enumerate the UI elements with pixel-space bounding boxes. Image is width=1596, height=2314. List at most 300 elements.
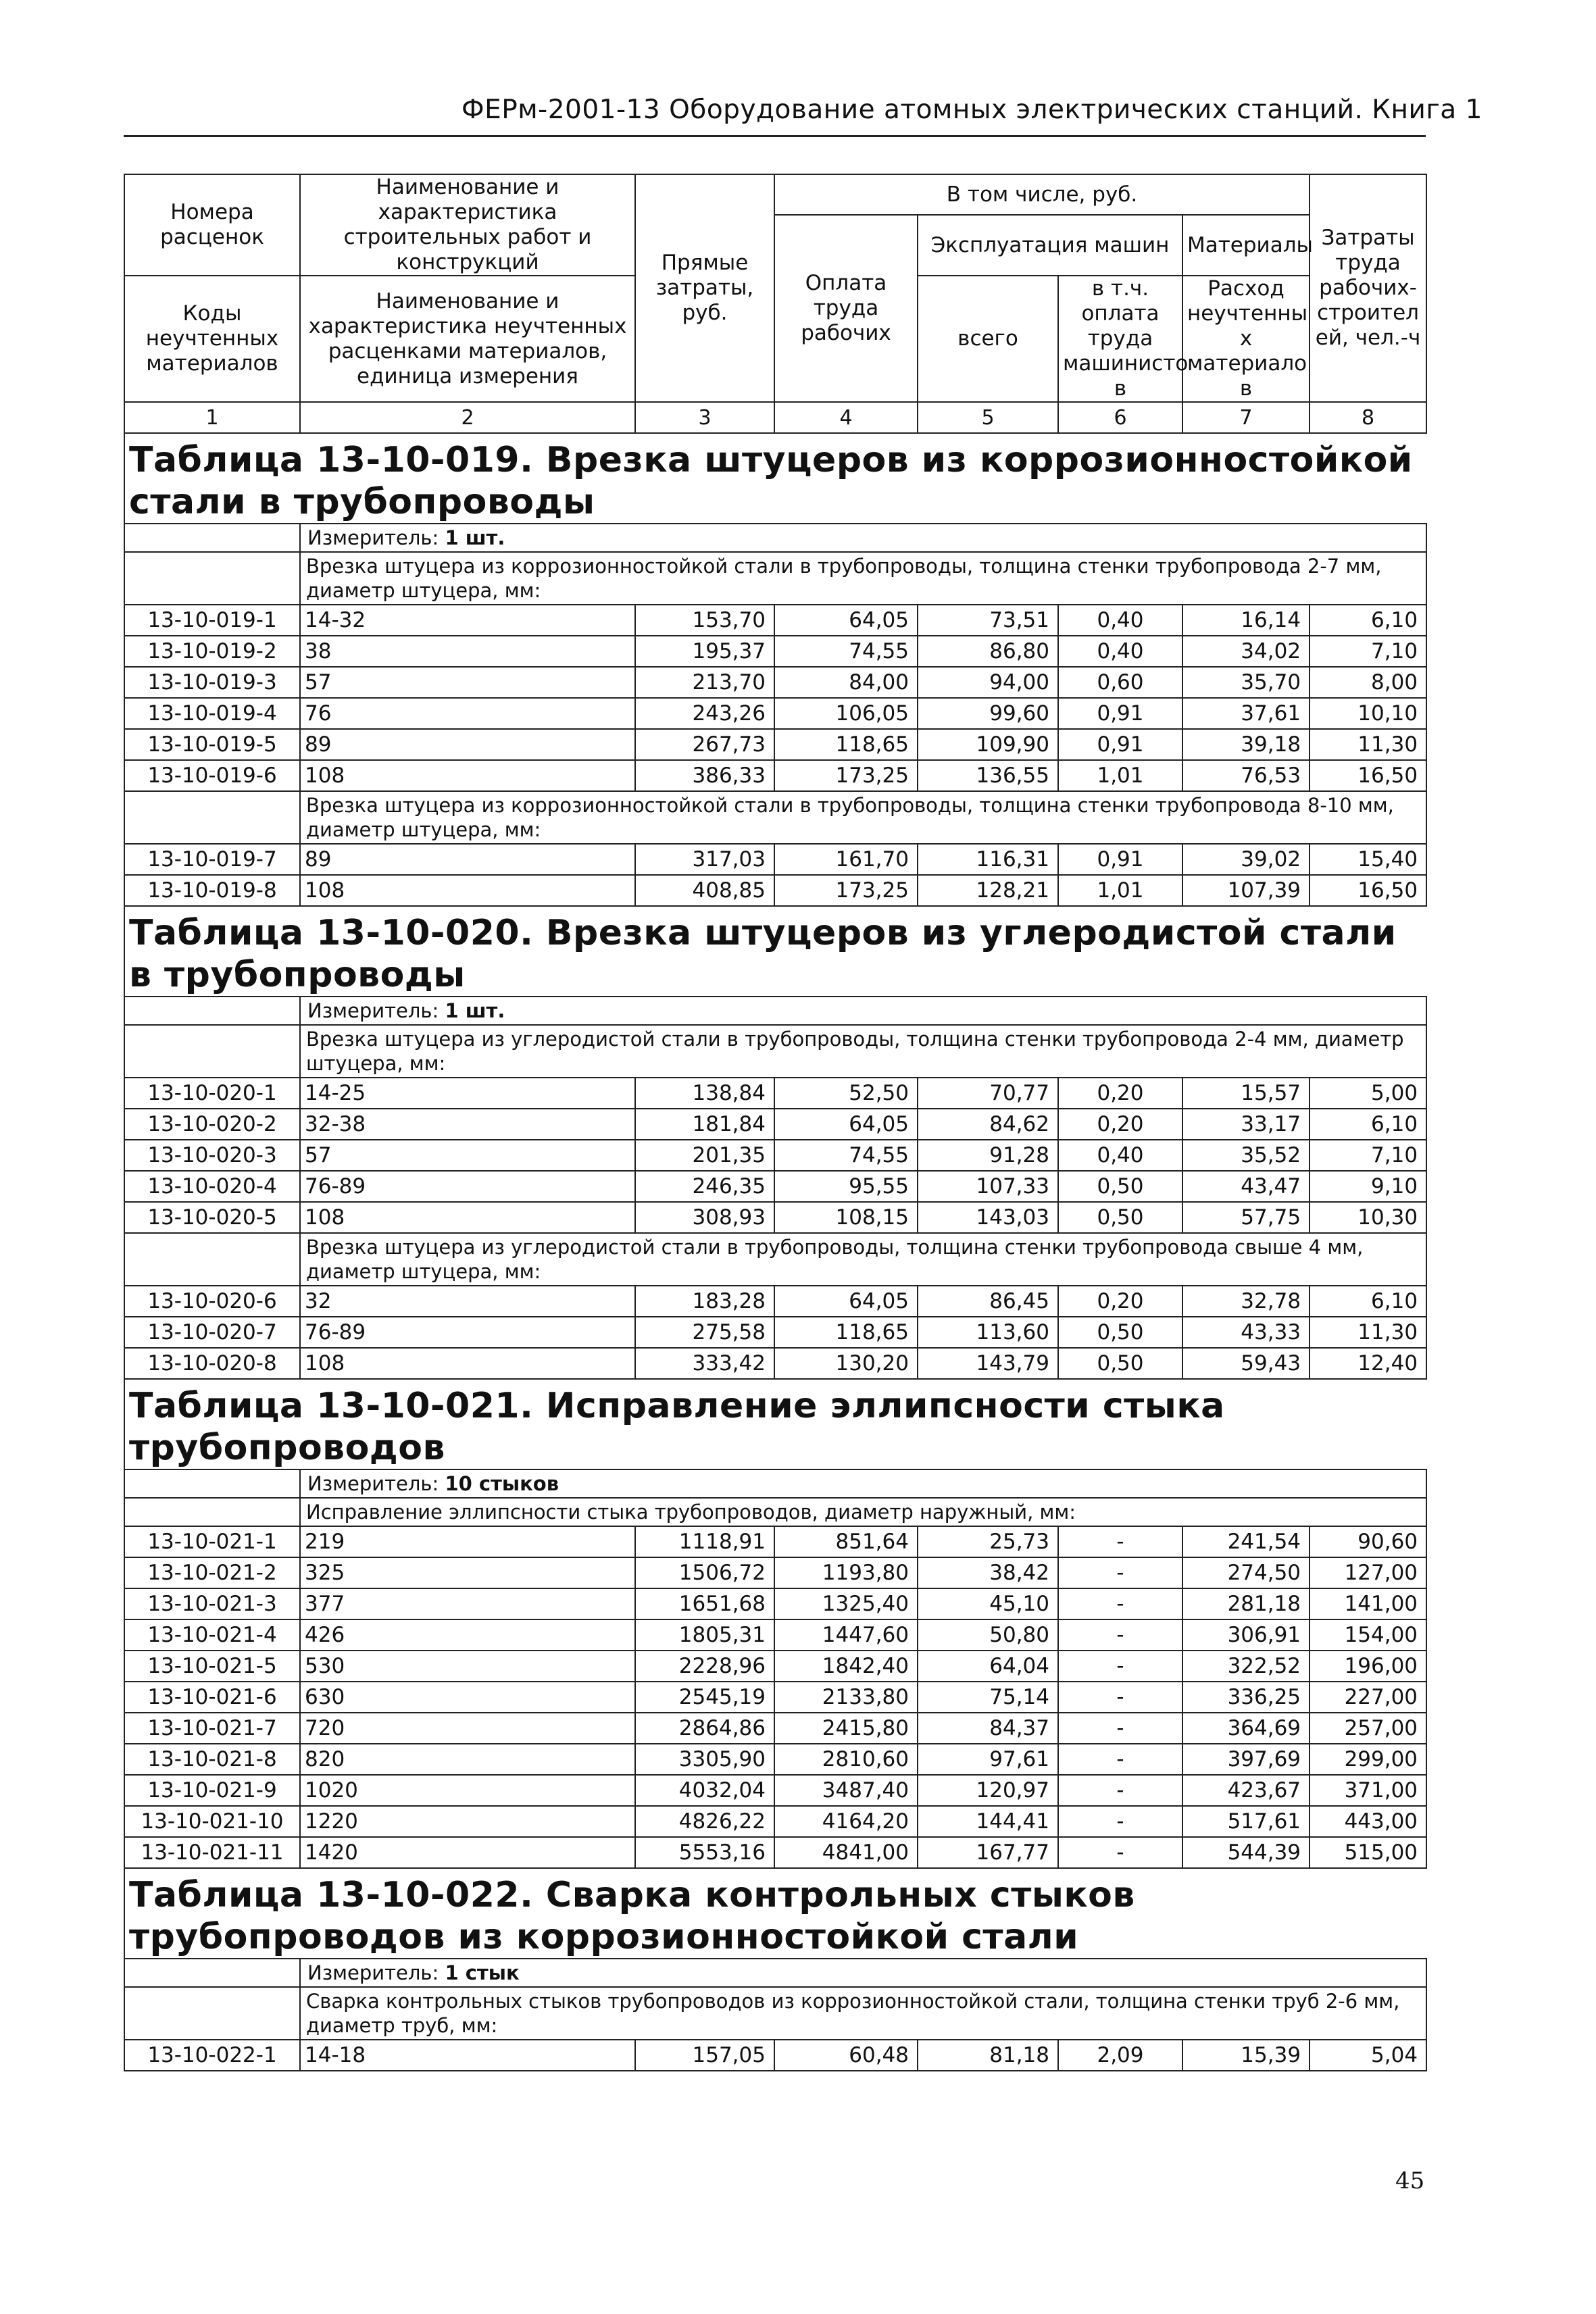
table-title-row bbox=[124, 433, 1426, 524]
labor-costs: 7,10 bbox=[1310, 636, 1426, 667]
table-row bbox=[124, 1171, 1426, 1202]
measure-unit bbox=[300, 524, 1426, 552]
group-description-row bbox=[124, 1987, 1426, 2040]
measure-spacer bbox=[124, 1469, 300, 1498]
materials-cost: 16,14 bbox=[1182, 605, 1310, 636]
machinist-pay: - bbox=[1058, 1682, 1182, 1713]
rate-code: 13-10-021-5 bbox=[124, 1651, 300, 1682]
machines-total: 86,45 bbox=[918, 1286, 1058, 1317]
direct-costs: 308,93 bbox=[635, 1202, 774, 1233]
table-row bbox=[124, 636, 1426, 667]
direct-costs: 246,35 bbox=[635, 1171, 774, 1202]
measure-label: Измеритель: bbox=[307, 1961, 439, 1984]
direct-costs: 4032,04 bbox=[635, 1775, 774, 1806]
worker-pay: 4164,20 bbox=[774, 1806, 918, 1837]
labor-costs: 127,00 bbox=[1310, 1557, 1426, 1588]
machines-total: 144,41 bbox=[918, 1806, 1058, 1837]
rate-code: 13-10-019-7 bbox=[124, 844, 300, 875]
materials-cost: 33,17 bbox=[1182, 1109, 1310, 1140]
labor-costs: 6,10 bbox=[1310, 1286, 1426, 1317]
table-row bbox=[124, 875, 1426, 906]
worker-pay: 52,50 bbox=[774, 1078, 918, 1109]
direct-costs: 243,26 bbox=[635, 698, 774, 729]
labor-costs: 16,50 bbox=[1310, 875, 1426, 906]
rate-description: 1220 bbox=[300, 1806, 635, 1837]
column-number: 2 bbox=[300, 402, 635, 433]
measure-row bbox=[124, 1469, 1426, 1498]
machinist-pay: 0,50 bbox=[1058, 1317, 1182, 1348]
header-direct-costs: Прямые затраты, руб. bbox=[635, 174, 774, 402]
table-row bbox=[124, 667, 1426, 698]
worker-pay: 118,65 bbox=[774, 1317, 918, 1348]
rate-code: 13-10-020-8 bbox=[124, 1348, 300, 1379]
materials-cost: 15,39 bbox=[1182, 2040, 1310, 2071]
machinist-pay: 0,20 bbox=[1058, 1286, 1182, 1317]
header-material-codes: Коды неучтенных материалов bbox=[124, 276, 300, 402]
group-spacer bbox=[124, 552, 300, 605]
rate-code: 13-10-022-1 bbox=[124, 2040, 300, 2071]
labor-costs: 5,00 bbox=[1310, 1078, 1426, 1109]
machines-total: 99,60 bbox=[918, 698, 1058, 729]
labor-costs: 515,00 bbox=[1310, 1837, 1426, 1868]
table-row bbox=[124, 605, 1426, 636]
machinist-pay: 2,09 bbox=[1058, 2040, 1182, 2071]
direct-costs: 317,03 bbox=[635, 844, 774, 875]
rate-code: 13-10-021-10 bbox=[124, 1806, 300, 1837]
header-materials: Материалы bbox=[1182, 215, 1310, 276]
machines-total: 120,97 bbox=[918, 1775, 1058, 1806]
rate-code: 13-10-020-3 bbox=[124, 1140, 300, 1171]
direct-costs: 408,85 bbox=[635, 875, 774, 906]
measure-unit bbox=[300, 1469, 1426, 1498]
header-rate-numbers: Номера расценок bbox=[124, 174, 300, 276]
machinist-pay: 0,50 bbox=[1058, 1202, 1182, 1233]
header-worker-pay: Оплата труда рабочих bbox=[774, 215, 918, 402]
table-row bbox=[124, 1286, 1426, 1317]
rate-description: 14-18 bbox=[300, 2040, 635, 2071]
rate-code: 13-10-020-5 bbox=[124, 1202, 300, 1233]
table-title-row bbox=[124, 906, 1426, 997]
measure-row bbox=[124, 1959, 1426, 1987]
rate-description: 108 bbox=[300, 1348, 635, 1379]
rate-description: 530 bbox=[300, 1651, 635, 1682]
column-number: 8 bbox=[1310, 402, 1426, 433]
group-description: Врезка штуцера из коррозионностойкой стали в трубопроводы, толщина стенки трубопровода 2-7 мм, диаметр штуцера, мм: bbox=[300, 552, 1426, 605]
rate-description: 76 bbox=[300, 698, 635, 729]
materials-cost: 37,61 bbox=[1182, 698, 1310, 729]
rate-code: 13-10-019-2 bbox=[124, 636, 300, 667]
machines-total: 128,21 bbox=[918, 875, 1058, 906]
group-spacer bbox=[124, 791, 300, 844]
machines-total: 86,80 bbox=[918, 636, 1058, 667]
table-row bbox=[124, 2040, 1426, 2071]
machines-total: 64,04 bbox=[918, 1651, 1058, 1682]
machinist-pay: 0,50 bbox=[1058, 1348, 1182, 1379]
rate-code: 13-10-021-6 bbox=[124, 1682, 300, 1713]
materials-cost: 517,61 bbox=[1182, 1806, 1310, 1837]
direct-costs: 138,84 bbox=[635, 1078, 774, 1109]
machinist-pay: - bbox=[1058, 1588, 1182, 1619]
table-row bbox=[124, 1317, 1426, 1348]
labor-costs: 11,30 bbox=[1310, 1317, 1426, 1348]
machines-total: 38,42 bbox=[918, 1557, 1058, 1588]
rate-description: 57 bbox=[300, 667, 635, 698]
worker-pay: 173,25 bbox=[774, 875, 918, 906]
machinist-pay: - bbox=[1058, 1806, 1182, 1837]
measure-row bbox=[124, 524, 1426, 552]
header-machines-total: всего bbox=[918, 276, 1058, 402]
worker-pay: 108,15 bbox=[774, 1202, 918, 1233]
table-row bbox=[124, 698, 1426, 729]
direct-costs: 3305,90 bbox=[635, 1744, 774, 1775]
column-number: 5 bbox=[918, 402, 1058, 433]
table-row bbox=[124, 729, 1426, 760]
measure-spacer bbox=[124, 524, 300, 552]
machinist-pay: - bbox=[1058, 1837, 1182, 1868]
labor-costs: 15,40 bbox=[1310, 844, 1426, 875]
measure-value: 1 шт. bbox=[445, 999, 505, 1022]
measure-value: 1 шт. bbox=[445, 526, 505, 549]
rate-code: 13-10-021-2 bbox=[124, 1557, 300, 1588]
direct-costs: 1118,91 bbox=[635, 1526, 774, 1557]
rate-description: 38 bbox=[300, 636, 635, 667]
worker-pay: 1193,80 bbox=[774, 1557, 918, 1588]
group-description-row bbox=[124, 791, 1426, 844]
rate-description: 89 bbox=[300, 844, 635, 875]
machinist-pay: - bbox=[1058, 1619, 1182, 1651]
group-spacer bbox=[124, 1233, 300, 1286]
measure-unit bbox=[300, 997, 1426, 1025]
machinist-pay: 0,91 bbox=[1058, 844, 1182, 875]
direct-costs: 2864,86 bbox=[635, 1713, 774, 1744]
column-number: 1 bbox=[124, 402, 300, 433]
labor-costs: 5,04 bbox=[1310, 2040, 1426, 2071]
group-description: Врезка штуцера из углеродистой стали в трубопроводы, толщина стенки трубопровода 2-4 мм, диаметр штуцера, мм: bbox=[300, 1025, 1426, 1078]
rate-code: 13-10-019-1 bbox=[124, 605, 300, 636]
materials-cost: 43,47 bbox=[1182, 1171, 1310, 1202]
materials-cost: 59,43 bbox=[1182, 1348, 1310, 1379]
worker-pay: 161,70 bbox=[774, 844, 918, 875]
rate-description: 325 bbox=[300, 1557, 635, 1588]
worker-pay: 3487,40 bbox=[774, 1775, 918, 1806]
labor-costs: 371,00 bbox=[1310, 1775, 1426, 1806]
labor-costs: 9,10 bbox=[1310, 1171, 1426, 1202]
machinist-pay: 0,20 bbox=[1058, 1078, 1182, 1109]
materials-cost: 39,18 bbox=[1182, 729, 1310, 760]
rate-description: 720 bbox=[300, 1713, 635, 1744]
labor-costs: 196,00 bbox=[1310, 1651, 1426, 1682]
machinist-pay: 0,40 bbox=[1058, 1140, 1182, 1171]
direct-costs: 2545,19 bbox=[635, 1682, 774, 1713]
machines-total: 167,77 bbox=[918, 1837, 1058, 1868]
rate-description: 14-25 bbox=[300, 1078, 635, 1109]
labor-costs: 6,10 bbox=[1310, 1109, 1426, 1140]
rate-code: 13-10-019-4 bbox=[124, 698, 300, 729]
table-row bbox=[124, 844, 1426, 875]
machinist-pay: - bbox=[1058, 1744, 1182, 1775]
worker-pay: 1447,60 bbox=[774, 1619, 918, 1651]
machinist-pay: 0,50 bbox=[1058, 1171, 1182, 1202]
machinist-pay: - bbox=[1058, 1651, 1182, 1682]
column-numbers-row bbox=[124, 402, 1426, 433]
table-row bbox=[124, 1348, 1426, 1379]
column-number: 7 bbox=[1182, 402, 1310, 433]
labor-costs: 10,30 bbox=[1310, 1202, 1426, 1233]
table-row bbox=[124, 1651, 1426, 1682]
rate-code: 13-10-021-11 bbox=[124, 1837, 300, 1868]
direct-costs: 1506,72 bbox=[635, 1557, 774, 1588]
worker-pay: 851,64 bbox=[774, 1526, 918, 1557]
labor-costs: 154,00 bbox=[1310, 1619, 1426, 1651]
table-title-row bbox=[124, 1379, 1426, 1469]
machinist-pay: 0,91 bbox=[1058, 729, 1182, 760]
header-material-usage: Расход неучтенны х материало в bbox=[1182, 276, 1310, 402]
header-material-name: Наименование и характеристика неучтенных расценками материалов, единица измерения bbox=[300, 276, 635, 402]
machinist-pay: 0,40 bbox=[1058, 636, 1182, 667]
machinist-pay: 0,60 bbox=[1058, 667, 1182, 698]
worker-pay: 95,55 bbox=[774, 1171, 918, 1202]
rate-description: 377 bbox=[300, 1588, 635, 1619]
rate-description: 76-89 bbox=[300, 1171, 635, 1202]
labor-costs: 10,10 bbox=[1310, 698, 1426, 729]
table-row bbox=[124, 1526, 1426, 1557]
direct-costs: 157,05 bbox=[635, 2040, 774, 2071]
labor-costs: 7,10 bbox=[1310, 1140, 1426, 1171]
table-row bbox=[124, 1557, 1426, 1588]
header-work-name: Наименование и характеристика строительных работ и конструкций bbox=[300, 174, 635, 276]
group-spacer bbox=[124, 1498, 300, 1526]
rate-code: 13-10-021-4 bbox=[124, 1619, 300, 1651]
materials-cost: 306,91 bbox=[1182, 1619, 1310, 1651]
rate-code: 13-10-020-4 bbox=[124, 1171, 300, 1202]
direct-costs: 4826,22 bbox=[635, 1806, 774, 1837]
machines-total: 107,33 bbox=[918, 1171, 1058, 1202]
direct-costs: 267,73 bbox=[635, 729, 774, 760]
rate-description: 1420 bbox=[300, 1837, 635, 1868]
labor-costs: 227,00 bbox=[1310, 1682, 1426, 1713]
table-title: Таблица 13-10-022. Сварка контрольных стыков трубопроводов из коррозионностойкой стали bbox=[124, 1868, 1426, 1959]
direct-costs: 386,33 bbox=[635, 760, 774, 791]
rate-code: 13-10-020-2 bbox=[124, 1109, 300, 1140]
group-description: Исправление эллипсности стыка трубопроводов, диаметр наружный, мм: bbox=[300, 1498, 1426, 1526]
worker-pay: 60,48 bbox=[774, 2040, 918, 2071]
table-row bbox=[124, 760, 1426, 791]
table-row bbox=[124, 1775, 1426, 1806]
materials-cost: 423,67 bbox=[1182, 1775, 1310, 1806]
table-row bbox=[124, 1109, 1426, 1140]
materials-cost: 397,69 bbox=[1182, 1744, 1310, 1775]
materials-cost: 336,25 bbox=[1182, 1682, 1310, 1713]
machinist-pay: - bbox=[1058, 1713, 1182, 1744]
header-including: В том числе, руб. bbox=[774, 174, 1310, 215]
header-machinist-pay: в т.ч. оплата труда машинисто в bbox=[1058, 276, 1182, 402]
machines-total: 91,28 bbox=[918, 1140, 1058, 1171]
worker-pay: 2133,80 bbox=[774, 1682, 918, 1713]
direct-costs: 181,84 bbox=[635, 1109, 774, 1140]
materials-cost: 35,70 bbox=[1182, 667, 1310, 698]
machinist-pay: 1,01 bbox=[1058, 760, 1182, 791]
group-description-row bbox=[124, 1498, 1426, 1526]
measure-label: Измеритель: bbox=[307, 1472, 439, 1495]
direct-costs: 183,28 bbox=[635, 1286, 774, 1317]
rate-description: 820 bbox=[300, 1744, 635, 1775]
page-number: 45 bbox=[1395, 2167, 1425, 2194]
worker-pay: 173,25 bbox=[774, 760, 918, 791]
direct-costs: 275,58 bbox=[635, 1317, 774, 1348]
rate-code: 13-10-021-7 bbox=[124, 1713, 300, 1744]
machinist-pay: - bbox=[1058, 1557, 1182, 1588]
rate-code: 13-10-021-8 bbox=[124, 1744, 300, 1775]
machines-total: 70,77 bbox=[918, 1078, 1058, 1109]
materials-cost: 544,39 bbox=[1182, 1837, 1310, 1868]
labor-costs: 8,00 bbox=[1310, 667, 1426, 698]
materials-cost: 39,02 bbox=[1182, 844, 1310, 875]
column-number: 4 bbox=[774, 402, 918, 433]
materials-cost: 281,18 bbox=[1182, 1588, 1310, 1619]
worker-pay: 84,00 bbox=[774, 667, 918, 698]
worker-pay: 106,05 bbox=[774, 698, 918, 729]
group-description-row bbox=[124, 552, 1426, 605]
worker-pay: 2415,80 bbox=[774, 1713, 918, 1744]
rate-description: 219 bbox=[300, 1526, 635, 1557]
table-title: Таблица 13-10-020. Врезка штуцеров из углеродистой стали в трубопроводы bbox=[124, 906, 1426, 997]
machines-total: 75,14 bbox=[918, 1682, 1058, 1713]
machines-total: 94,00 bbox=[918, 667, 1058, 698]
rate-code: 13-10-019-3 bbox=[124, 667, 300, 698]
direct-costs: 5553,16 bbox=[635, 1837, 774, 1868]
machines-total: 81,18 bbox=[918, 2040, 1058, 2071]
machinist-pay: 0,91 bbox=[1058, 698, 1182, 729]
rate-code: 13-10-021-1 bbox=[124, 1526, 300, 1557]
rate-description: 32-38 bbox=[300, 1109, 635, 1140]
direct-costs: 1805,31 bbox=[635, 1619, 774, 1651]
materials-cost: 43,33 bbox=[1182, 1317, 1310, 1348]
table-row bbox=[124, 1078, 1426, 1109]
machines-total: 116,31 bbox=[918, 844, 1058, 875]
worker-pay: 1842,40 bbox=[774, 1651, 918, 1682]
header-labor-costs: Затраты труда рабочих-строител ей, чел.-ч bbox=[1310, 174, 1426, 402]
materials-cost: 32,78 bbox=[1182, 1286, 1310, 1317]
table-row bbox=[124, 1588, 1426, 1619]
table-row bbox=[124, 1140, 1426, 1171]
materials-cost: 34,02 bbox=[1182, 636, 1310, 667]
header-machines: Эксплуатация машин bbox=[918, 215, 1182, 276]
materials-cost: 35,52 bbox=[1182, 1140, 1310, 1171]
group-description: Врезка штуцера из углеродистой стали в трубопроводы, толщина стенки трубопровода свыше 4 мм, диаметр штуцера, мм: bbox=[300, 1233, 1426, 1286]
group-description: Врезка штуцера из коррозионностойкой стали в трубопроводы, толщина стенки трубопровода 8-10 мм, диаметр штуцера, мм: bbox=[300, 791, 1426, 844]
header-rule bbox=[124, 135, 1426, 137]
machines-total: 25,73 bbox=[918, 1526, 1058, 1557]
machines-total: 143,79 bbox=[918, 1348, 1058, 1379]
table-row bbox=[124, 1806, 1426, 1837]
direct-costs: 2228,96 bbox=[635, 1651, 774, 1682]
materials-cost: 274,50 bbox=[1182, 1557, 1310, 1588]
machines-total: 97,61 bbox=[918, 1744, 1058, 1775]
measure-spacer bbox=[124, 997, 300, 1025]
machines-total: 84,37 bbox=[918, 1713, 1058, 1744]
rate-description: 630 bbox=[300, 1682, 635, 1713]
rate-description: 426 bbox=[300, 1619, 635, 1651]
worker-pay: 64,05 bbox=[774, 1286, 918, 1317]
labor-costs: 12,40 bbox=[1310, 1348, 1426, 1379]
labor-costs: 16,50 bbox=[1310, 760, 1426, 791]
machines-total: 143,03 bbox=[918, 1202, 1058, 1233]
labor-costs: 141,00 bbox=[1310, 1588, 1426, 1619]
group-description: Сварка контрольных стыков трубопроводов из коррозионностойкой стали, толщина стенки труб 2-6 мм, диаметр труб, мм: bbox=[300, 1987, 1426, 2040]
machines-total: 50,80 bbox=[918, 1619, 1058, 1651]
measure-row bbox=[124, 997, 1426, 1025]
table-title-row bbox=[124, 1868, 1426, 1959]
rate-description: 89 bbox=[300, 729, 635, 760]
materials-cost: 241,54 bbox=[1182, 1526, 1310, 1557]
labor-costs: 11,30 bbox=[1310, 729, 1426, 760]
worker-pay: 64,05 bbox=[774, 1109, 918, 1140]
column-number: 6 bbox=[1058, 402, 1182, 433]
worker-pay: 64,05 bbox=[774, 605, 918, 636]
rate-code: 13-10-020-1 bbox=[124, 1078, 300, 1109]
direct-costs: 333,42 bbox=[635, 1348, 774, 1379]
table-row bbox=[124, 1619, 1426, 1651]
worker-pay: 1325,40 bbox=[774, 1588, 918, 1619]
machinist-pay: - bbox=[1058, 1526, 1182, 1557]
table-title: Таблица 13-10-021. Исправление эллипсности стыка трубопроводов bbox=[124, 1379, 1426, 1469]
machines-total: 45,10 bbox=[918, 1588, 1058, 1619]
table-row bbox=[124, 1744, 1426, 1775]
materials-cost: 76,53 bbox=[1182, 760, 1310, 791]
machines-total: 113,60 bbox=[918, 1317, 1058, 1348]
machinist-pay: - bbox=[1058, 1775, 1182, 1806]
rate-description: 108 bbox=[300, 875, 635, 906]
group-description-row bbox=[124, 1233, 1426, 1286]
table-row bbox=[124, 1713, 1426, 1744]
rate-description: 108 bbox=[300, 760, 635, 791]
rate-description: 108 bbox=[300, 1202, 635, 1233]
materials-cost: 364,69 bbox=[1182, 1713, 1310, 1744]
machinist-pay: 0,20 bbox=[1058, 1109, 1182, 1140]
worker-pay: 74,55 bbox=[774, 636, 918, 667]
machinist-pay: 1,01 bbox=[1058, 875, 1182, 906]
labor-costs: 443,00 bbox=[1310, 1806, 1426, 1837]
direct-costs: 195,37 bbox=[635, 636, 774, 667]
direct-costs: 201,35 bbox=[635, 1140, 774, 1171]
worker-pay: 118,65 bbox=[774, 729, 918, 760]
rates-table bbox=[124, 174, 1427, 2071]
group-spacer bbox=[124, 1025, 300, 1078]
table-row bbox=[124, 1682, 1426, 1713]
rate-code: 13-10-019-8 bbox=[124, 875, 300, 906]
rate-description: 32 bbox=[300, 1286, 635, 1317]
group-spacer bbox=[124, 1987, 300, 2040]
column-number: 3 bbox=[635, 402, 774, 433]
worker-pay: 130,20 bbox=[774, 1348, 918, 1379]
group-description-row bbox=[124, 1025, 1426, 1078]
materials-cost: 107,39 bbox=[1182, 875, 1310, 906]
measure-label: Измеритель: bbox=[307, 999, 439, 1022]
labor-costs: 257,00 bbox=[1310, 1713, 1426, 1744]
measure-value: 1 стык bbox=[445, 1961, 520, 1984]
direct-costs: 153,70 bbox=[635, 605, 774, 636]
labor-costs: 299,00 bbox=[1310, 1744, 1426, 1775]
direct-costs: 213,70 bbox=[635, 667, 774, 698]
machines-total: 73,51 bbox=[918, 605, 1058, 636]
materials-cost: 57,75 bbox=[1182, 1202, 1310, 1233]
machines-total: 109,90 bbox=[918, 729, 1058, 760]
rate-description: 1020 bbox=[300, 1775, 635, 1806]
labor-costs: 6,10 bbox=[1310, 605, 1426, 636]
machines-total: 136,55 bbox=[918, 760, 1058, 791]
rate-description: 76-89 bbox=[300, 1317, 635, 1348]
table-row bbox=[124, 1837, 1426, 1868]
